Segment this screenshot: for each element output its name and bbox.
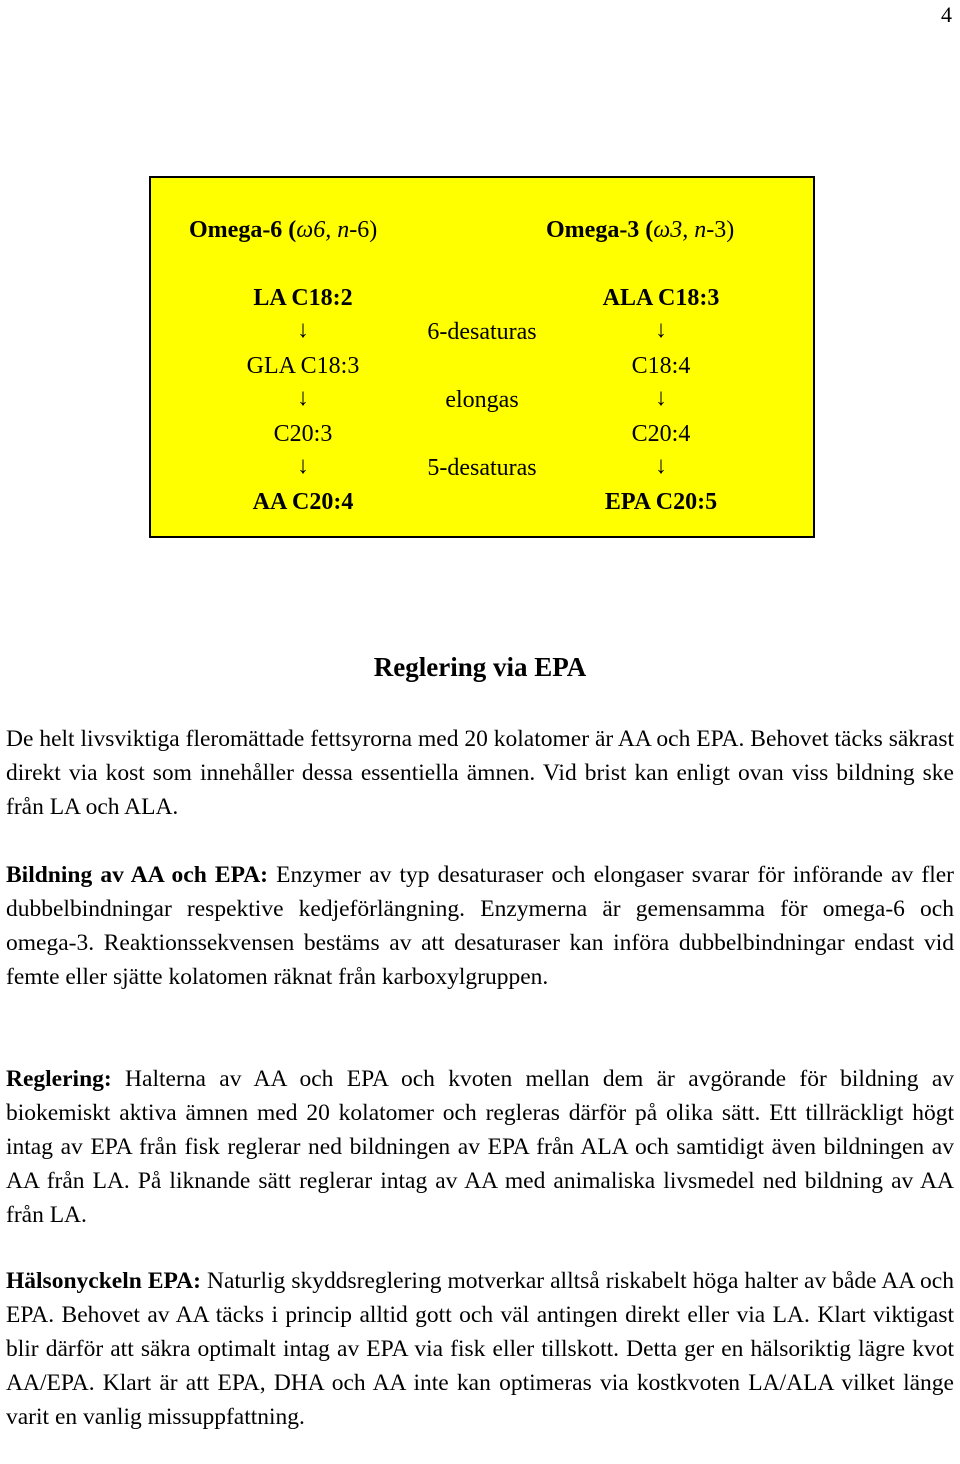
omega6-heading — [189, 218, 377, 242]
omega3-step-ala: ALA C18:3 — [602, 285, 720, 311]
omega3-heading-italic: ω3, n — [653, 217, 707, 243]
omega6-step-c203: C20:3 — [273, 421, 333, 447]
page-number: 4 — [941, 2, 952, 27]
section-title: Reglering via EPA — [373, 652, 587, 682]
omega6-arrow-3-icon: ↓ — [297, 453, 309, 479]
omega6-step-la: LA C18:2 — [253, 285, 353, 311]
paragraph-intro-text: De helt livsviktiga fleromättade fettsyrorna med 20 kolatomer är AA och EPA. Behovet täcks säkrast direkt via kost som innehåller dessa essentiella ämnen. Vid brist kan enligt ovan viss bildning ske från LA och ALA. — [6, 726, 954, 820]
omega-pathway-diagram — [149, 176, 815, 538]
omega3-heading-main: Omega-3 ( — [546, 217, 654, 243]
omega6-arrow-1-icon: ↓ — [297, 317, 309, 343]
paragraph-bildning — [6, 858, 954, 994]
omega6-heading-italic: ω6, n — [296, 217, 350, 243]
omega3-step-c204: C20:4 — [631, 421, 691, 447]
paragraph-reglering-text: Halterna av AA och EPA och kvoten mellan dem är avgörande för bildning av biokemiskt aktiva ämnen med 20 kolatomer och regleras därför på olika sätt. Ett tillräckligt högt intag av EPA från fisk reglerar ned bildningen av EPA från ALA och samtidigt även bildningen av AA från LA. På liknande sätt reglerar intag av AA med animaliska livsmedel ned bildning av AA från LA. — [6, 1066, 954, 1228]
omega6-heading-main: Omega-6 ( — [189, 217, 297, 243]
omega3-heading — [546, 218, 734, 242]
omega6-step-gla: GLA C18:3 — [246, 353, 360, 379]
paragraph-halsonyckeln-lead: Hälsonyckeln EPA: — [6, 1268, 201, 1294]
omega3-heading-end: -3) — [706, 217, 735, 243]
omega3-arrow-1-icon: ↓ — [655, 317, 667, 343]
enzyme-6-desaturas: 6-desaturas — [427, 319, 537, 345]
omega6-arrow-2-icon: ↓ — [297, 385, 309, 411]
enzyme-elongas: elongas — [445, 387, 519, 413]
paragraph-reglering-lead: Reglering: — [6, 1066, 112, 1092]
paragraph-bildning-text: Enzymer av typ desaturaser och elongaser svarar för införande av fler dubbelbindningar respektive kedjeförlängning. Enzymerna är gemensamma för omega-6 och omega-3. Reaktionssekvensen bestäms av att desaturaser kan införa dubbelbindningar endast vid femte eller sjätte kolatomen räknat från karboxylgruppen. — [6, 862, 955, 990]
paragraph-halsonyckeln — [6, 1264, 954, 1434]
paragraph-bildning-lead: Bildning av AA och EPA: — [6, 862, 269, 888]
omega6-heading-end: -6) — [349, 217, 378, 243]
omega3-step-epa: EPA C20:5 — [604, 489, 718, 515]
omega3-arrow-3-icon: ↓ — [655, 453, 667, 479]
paragraph-reglering — [6, 1062, 954, 1232]
omega3-arrow-2-icon: ↓ — [655, 385, 667, 411]
enzyme-5-desaturas: 5-desaturas — [427, 455, 537, 481]
paragraph-intro — [6, 722, 954, 824]
omega6-step-aa: AA C20:4 — [252, 489, 354, 515]
omega3-step-c184: C18:4 — [631, 353, 691, 379]
paragraph-halsonyckeln-text: Naturlig skyddsreglering motverkar alltså riskabelt höga halter av både AA och EPA. Behovet av AA täcks i princip alltid gott och väl antingen direkt eller via LA. Klart viktigast blir därför att säkra optimalt intag av EPA via fisk eller tillskott. Detta ger en hälsoriktig lägre kvot AA/EPA. Klart är att EPA, DHA och AA inte kan optimeras via kostkvoten LA/ALA vilket länge varit en vanlig missuppfattning. — [6, 1268, 954, 1430]
